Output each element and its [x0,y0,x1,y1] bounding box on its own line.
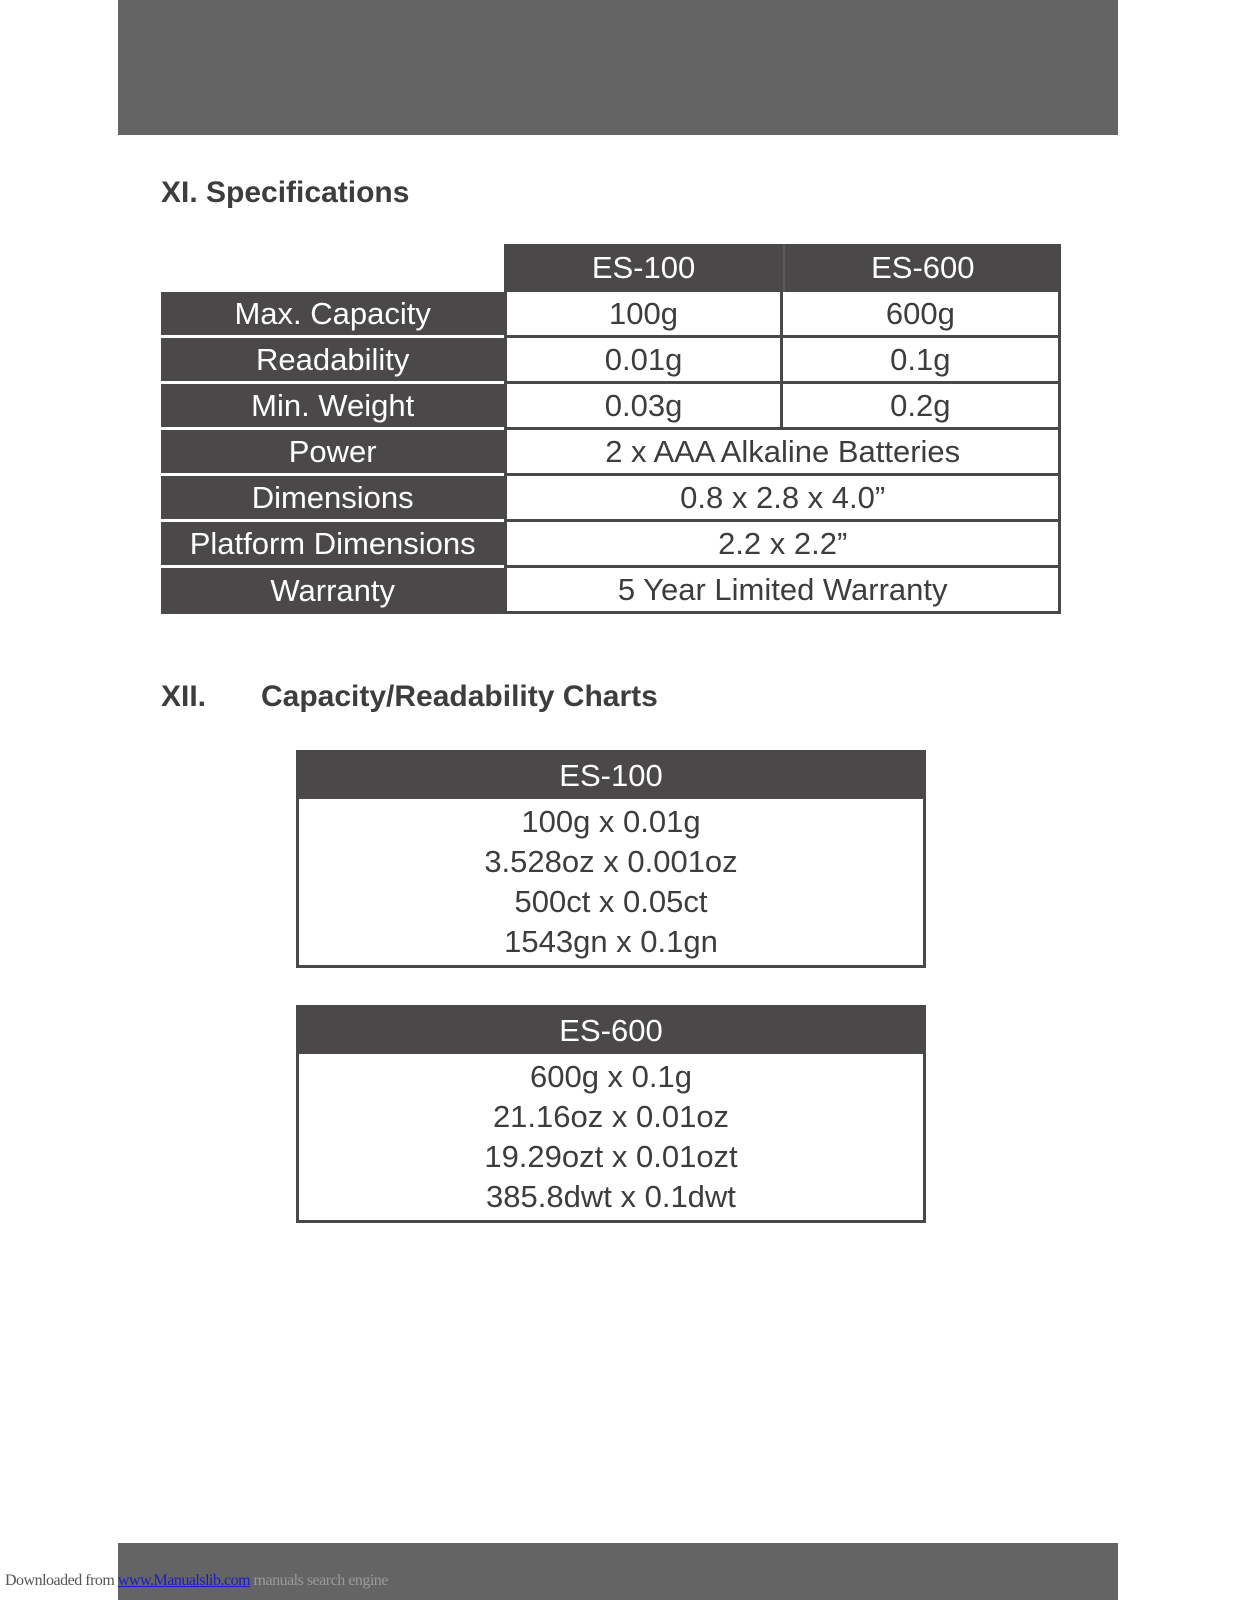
capacity-chart-header: ES-100 [299,753,923,799]
table-row [161,338,1061,384]
cell-power: 2 x AAA Alkaline Batteries [504,430,1061,476]
column-header-es600: ES-600 [783,244,1061,292]
table-row [161,292,1061,338]
row-label-platform-dimensions: Platform Dimensions [161,522,504,568]
capacity-line: 19.29ozt x 0.01ozt [484,1139,738,1174]
manualslib-link[interactable]: www.Manualslib.com [117,1572,251,1589]
cell-es600-min-weight: 0.2g [783,384,1061,430]
download-footer [5,1572,388,1590]
table-row [161,568,1061,614]
row-label-min-weight: Min. Weight [161,384,504,430]
capacity-line: 385.8dwt x 0.1dwt [486,1179,736,1214]
header-band [118,0,1118,135]
row-label-dimensions: Dimensions [161,476,504,522]
cell-es600-max-capacity: 600g [783,292,1061,338]
table-header-row [161,244,1061,292]
footer-prefix: Downloaded from [5,1572,118,1589]
table-corner [161,244,504,292]
capacity-chart-body [299,1054,923,1220]
capacity-line: 500ct x 0.05ct [514,884,708,919]
capacity-line: 600g x 0.1g [529,1059,693,1094]
section-title-specifications: XI. Specifications [161,176,410,209]
capacity-chart-body [299,799,923,965]
cell-es100-readability: 0.01g [504,338,782,384]
row-label-readability: Readability [161,338,504,384]
row-label-warranty: Warranty [161,568,504,614]
row-label-max-capacity: Max. Capacity [161,292,504,338]
table-row [161,430,1061,476]
specifications-table [161,244,1061,614]
column-header-es100: ES-100 [504,244,782,292]
cell-dimensions: 0.8 x 2.8 x 4.0” [504,476,1061,522]
row-label-power: Power [161,430,504,476]
cell-warranty: 5 Year Limited Warranty [504,568,1061,614]
capacity-chart-es600 [296,1005,926,1223]
section-title-capacity-charts [161,680,658,714]
capacity-line: 1543gn x 0.1gn [504,924,718,959]
capacity-chart-es100 [296,750,926,968]
cell-es100-max-capacity: 100g [504,292,782,338]
footer-suffix: manuals search engine [250,1572,388,1589]
cell-es600-readability: 0.1g [783,338,1061,384]
capacity-line: 3.528oz x 0.001oz [484,844,738,879]
section-heading: Capacity/Readability Charts [261,680,658,713]
table-row [161,476,1061,522]
cell-platform-dimensions: 2.2 x 2.2” [504,522,1061,568]
table-row [161,384,1061,430]
capacity-chart-header: ES-600 [299,1008,923,1054]
capacity-line: 100g x 0.01g [521,804,701,839]
table-row [161,522,1061,568]
capacity-line: 21.16oz x 0.01oz [492,1099,730,1134]
section-number: XII. [161,680,207,713]
cell-es100-min-weight: 0.03g [504,384,782,430]
